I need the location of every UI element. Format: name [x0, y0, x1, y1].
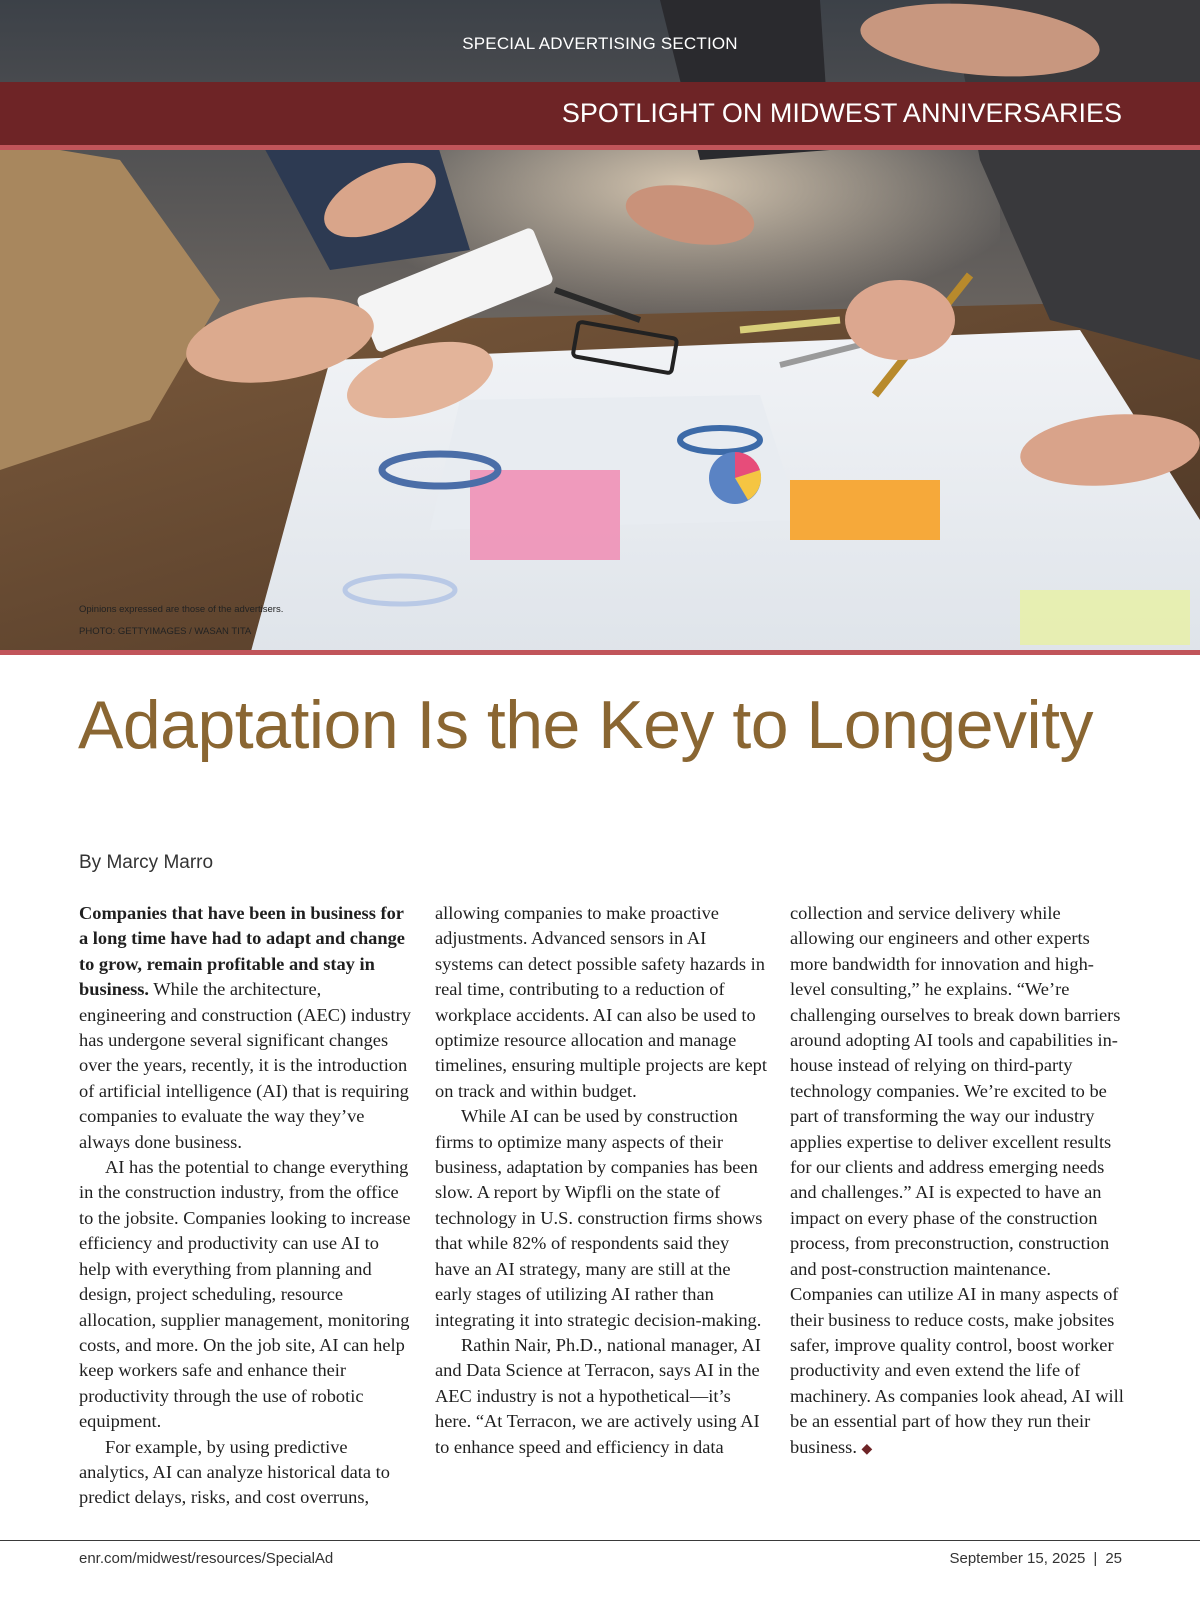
photo-credit: PHOTO: GETTYIMAGES / WASAN TITA	[79, 626, 252, 637]
footer-rule	[0, 1540, 1200, 1541]
paragraph-1-text: While the architecture, engineering and construction (AEC) industry has undergone several significant changes over the years, recently, it is the introduction of artificial intelligence (AI) that is requiring companies to evaluate the way they’ve always done business.	[79, 979, 411, 1152]
footer-separator: |	[1093, 1550, 1098, 1567]
article-byline: By Marcy Marro	[79, 852, 214, 873]
page-number: 25	[1105, 1550, 1122, 1567]
article-column-2	[435, 901, 767, 1460]
banner-accent-rule	[0, 145, 1200, 150]
footer-date-page	[949, 1550, 1122, 1567]
paragraph-5-start: Rathin Nair, Ph.D., national manager, AI and Data Science at Terracon, says AI in the AEC industry is not a hypothetical—it’s here. “At Terracon, we are actively using AI to enhance speed and efficiency in data	[435, 1334, 761, 1457]
paragraph-5-end	[790, 901, 1126, 1462]
paragraph-2: AI has the potential to change everything in the construction industry, from the office to the jobsite. Companies looking to increase efficiency and productivity can use AI to help with everything from planning and design, project scheduling, resource allocation, supplier management, monitoring costs, and more. On the job site, AI can help keep workers safe and enhance their productivity through the use of robotic equipment.	[79, 1157, 411, 1432]
paragraph-3-end: allowing companies to make proactive adjustments. Advanced sensors in AI systems can detect possible safety hazards in real time, contributing to a reduction of workplace accidents. AI can also be used to optimize resource allocation and manage timelines, ensuring multiple projects are kept on track and within budget.	[435, 903, 767, 1101]
spotlight-banner	[0, 82, 1200, 145]
paragraph-3-start: For example, by using predictive analytics, AI can analyze historical data to predict delays, risks, and cost overruns,	[79, 1436, 390, 1508]
paragraph-4: While AI can be used by construction firms to optimize many aspects of their business, adaptation by companies has been slow. A report by Wipfli on the state of technology in U.S. construction firms shows that while 82% of respondents said they have an AI strategy, many are still at the early stages of utilizing AI rather than integrating it into strategic decision-making.	[435, 1106, 763, 1330]
hero-photo-area	[0, 0, 1200, 655]
paragraph-5-end-text: collection and service delivery while allowing our engineers and other experts more bandwidth for innovation and high-level consulting,” he explains. “We’re challenging ourselves to break down barriers around adopting AI tools and capabilities in-house instead of relying on third-party technology companies. We’re excited to be part of transforming the way our industry applies expertise to deliver excellent results for our clients and address emerging needs and challenges.” AI is expected to have an impact on every phase of the construction process, from preconstruction, construction and post-construction maintenance. Companies can utilize AI in many aspects of their business to reduce costs, make jobsites safer, improve quality control, boost worker productivity and even extend the life of machinery. As companies look ahead, AI will be an essential part of how they run their business.	[790, 903, 1124, 1457]
article-lede: Companies that have been in business for a long time have had to adapt and change to grow, remain profitable and stay in business.	[79, 903, 405, 1000]
spotlight-title: SPOTLIGHT ON MIDWEST ANNIVERSARIES	[561, 98, 1122, 128]
footer-url: enr.com/midwest/resources/SpecialAd	[79, 1550, 334, 1567]
article-column-3	[790, 901, 1126, 1462]
article-column-1	[79, 901, 411, 1511]
photo-disclaimer: Opinions expressed are those of the advertisers.	[79, 604, 284, 615]
issue-date: September 15, 2025	[949, 1550, 1086, 1567]
article-headline: Adaptation Is the Key to Longevity	[78, 687, 1094, 763]
photo-bottom-rule	[0, 650, 1200, 655]
paragraph-1	[79, 901, 411, 1155]
end-mark-icon: ◆	[861, 1441, 873, 1457]
special-section-label: SPECIAL ADVERTISING SECTION	[462, 34, 738, 53]
